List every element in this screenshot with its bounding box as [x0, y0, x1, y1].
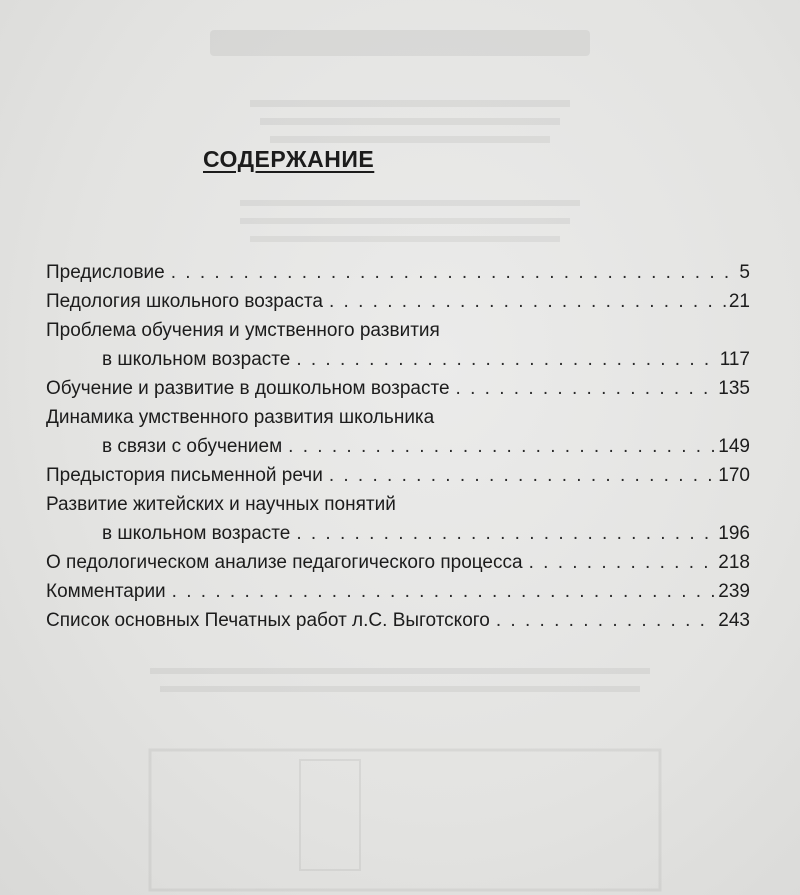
toc-entry-title: Предисловие [46, 262, 165, 283]
toc-entry [46, 403, 750, 461]
toc-entry-title: Обучение и развитие в дошкольном возрасте [46, 378, 450, 399]
toc-page-number: 243 [718, 610, 750, 631]
toc-entry-title: Развитие житейских и научных понятий [46, 494, 396, 515]
toc-entry [46, 548, 750, 577]
dot-leader [296, 519, 715, 548]
toc-page-number: 196 [718, 523, 750, 544]
toc-entry-title: О педологическом анализе педагогического процесса [46, 552, 523, 573]
toc-entry-title: Список основных Печатных работ л.С. Выготского [46, 610, 490, 631]
page-title: СОДЕРЖАНИЕ [203, 146, 375, 172]
toc-page-number: 149 [718, 436, 750, 457]
toc-entry-title-continuation: в школьном возрасте [102, 349, 291, 370]
dot-leader [296, 345, 716, 374]
toc-page-number: 239 [718, 581, 750, 602]
dot-leader [529, 548, 716, 577]
toc-page-number: 135 [718, 378, 750, 399]
toc-entry [46, 316, 750, 374]
toc-entry-title: Динамика умственного развития школьника [46, 407, 435, 428]
dot-leader [171, 258, 737, 287]
table-of-contents [46, 258, 750, 635]
dot-leader [496, 606, 715, 635]
toc-entry-title-continuation: в школьном возрасте [102, 523, 291, 544]
dot-leader [288, 432, 715, 461]
toc-entry [46, 606, 750, 635]
toc-page-number: 21 [728, 291, 750, 312]
toc-entry-title: Педология школьного возраста [46, 291, 323, 312]
toc-entry [46, 258, 750, 287]
toc-page-number: 117 [719, 349, 750, 370]
toc-entry [46, 287, 750, 316]
dot-leader [456, 374, 716, 403]
dot-leader [329, 461, 715, 490]
dot-leader [172, 577, 716, 606]
toc-page-number: 5 [739, 262, 750, 283]
toc-entry-title-continuation: в связи с обучением [102, 436, 283, 457]
toc-page-number: 218 [718, 552, 750, 573]
toc-entry [46, 490, 750, 548]
toc-entry [46, 374, 750, 403]
dot-leader [329, 287, 726, 316]
toc-entry-title: Комментарии [46, 581, 166, 602]
toc-entry-title: Предыстория письменной речи [46, 465, 323, 486]
toc-page-number: 170 [718, 465, 750, 486]
toc-entry [46, 577, 750, 606]
toc-entry [46, 461, 750, 490]
toc-entry-title: Проблема обучения и умственного развития [46, 320, 440, 341]
